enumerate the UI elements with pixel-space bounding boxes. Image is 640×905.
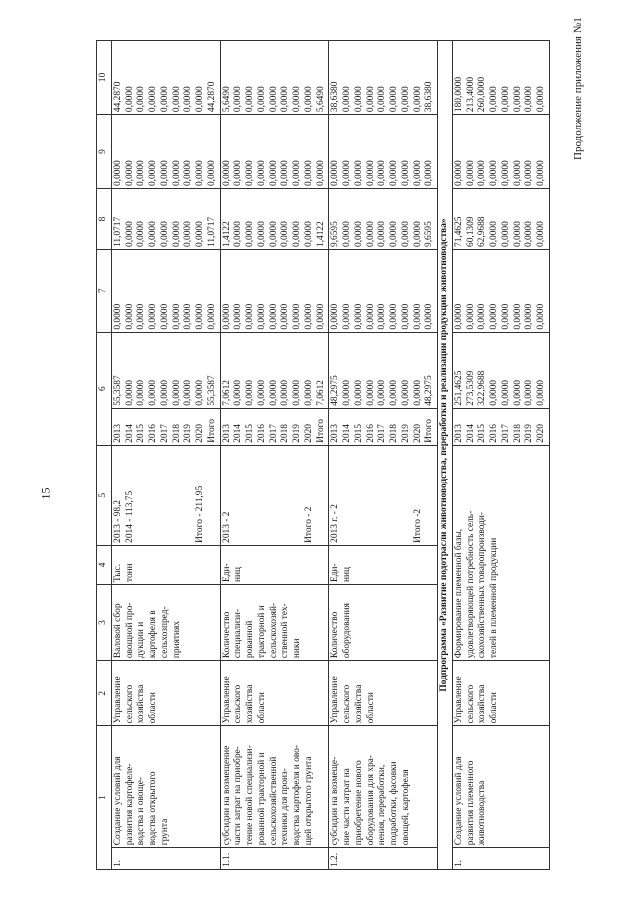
indicator: Количество специализи- рованной тракторной и сельскохозяй- ственной тех- ники: [220, 585, 329, 661]
col-header-2: 2: [97, 661, 112, 726]
col-header-3: 3: [97, 585, 112, 661]
col8-values: 1,4122 0,0000 0,0000 0,0000 0,0000 0,0000 0,0000 0,0000 1,4122: [220, 189, 329, 250]
unit: Еди- ниц: [329, 545, 438, 584]
col10-values: 38,6380 0,0000 0,0000 0,0000 0,0000 0,0000 0,0000 0,0000 38,6380: [329, 41, 438, 115]
years: 2013 2014 2015 2016 2017 2018 2019 2020 Итого: [329, 408, 438, 445]
years: 2013 2014 2015 2016 2017 2018 2019 2020: [452, 408, 549, 445]
col8-values: 71,4625 60,1309 62,9688 0,0000 0,0000 0,0000 0,0000 0,0000: [452, 189, 549, 250]
col10-values: 180,0000 213,4000 260,0000 0,0000 0,0000 0,0000 0,0000 0,0000: [452, 41, 549, 115]
col6-values: 48,2975 0,0000 0,0000 0,0000 0,0000 0,0000 0,0000 0,0000 48,2975: [329, 332, 438, 408]
col-header-4: 4: [97, 545, 112, 584]
row-number: 1.: [111, 848, 220, 870]
col10-values: 5,6490 0,0000 0,0000 0,0000 0,0000 0,0000 0,0000 0,0000 5,6490: [220, 41, 329, 115]
col6-values: 7,0612 0,0000 0,0000 0,0000 0,0000 0,0000 0,0000 0,0000 7,0612: [220, 332, 329, 408]
target-values: 2013 г. - 2 Итого -2: [329, 445, 438, 545]
table-row: [329, 41, 438, 870]
col-header-1: 1: [97, 726, 112, 870]
col7-values: 0,0000 0,0000 0,0000 0,0000 0,0000 0,0000 0,0000 0,0000: [452, 249, 549, 332]
col7-values: 0,0000 0,0000 0,0000 0,0000 0,0000 0,0000 0,0000 0,0000 0,0000: [220, 249, 329, 332]
subprogram-heading: Подпрограмма «Развитие подотрасли животноводства, переработки и реализации продукции животноводства»: [438, 41, 453, 870]
table-row: [220, 41, 329, 870]
measure-description: Формирование племенной базы, удовлетворяющей потребность сель- скохозяйственных товаропроизводи- телей в племенной продукции: [452, 445, 549, 660]
col-header-9: 9: [97, 115, 112, 189]
target-values: 2013 - 2 Итого - 2: [220, 445, 329, 545]
table-row: [111, 41, 220, 870]
measure-name: Создание условий для развития картофеле- водства и овоще- водства открытого грунта: [111, 726, 220, 848]
col7-values: 0,0000 0,0000 0,0000 0,0000 0,0000 0,0000 0,0000 0,0000 0,0000: [111, 249, 220, 332]
col9-values: 0,0000 0,0000 0,0000 0,0000 0,0000 0,0000 0,0000 0,0000 0,0000: [329, 115, 438, 189]
executor: Управление сельского хозяйства области: [111, 661, 220, 726]
unit: Еди- ниц: [220, 545, 329, 584]
col-header-8: 8: [97, 189, 112, 250]
executor: Управление сельского хозяйства области: [329, 661, 438, 726]
executor: Управление сельского хозяйства области: [220, 661, 329, 726]
subprogram-heading-row: [438, 41, 453, 870]
row-number: 1.2.: [329, 848, 438, 870]
header-row: [97, 41, 112, 870]
row-number: 1.: [452, 848, 549, 870]
years: 2013 2014 2015 2016 2017 2018 2019 2020 Итого: [111, 408, 220, 445]
col8-values: 9,6595 0,0000 0,0000 0,0000 0,0000 0,0000 0,0000 0,0000 9,6595: [329, 189, 438, 250]
col9-values: 0,0000 0,0000 0,0000 0,0000 0,0000 0,0000 0,0000 0,0000 0,0000: [220, 115, 329, 189]
program-table: [96, 40, 550, 870]
measure-name: субсидии на возмещение части затрат на приобре- тение новой специализи- рованной тракторной и сельскохозяйственной техники для произ- водства картофеля и ово- щей открытого грунта: [220, 726, 329, 848]
col-header-5: 5: [97, 445, 112, 545]
col10-values: 44,2870 0,0000 0,0000 0,0000 0,0000 0,0000 0,0000 0,0000 44,2870: [111, 41, 220, 115]
page-number: 15: [38, 487, 53, 500]
years: 2013 2014 2015 2016 2017 2018 2019 2020 Итого: [220, 408, 329, 445]
row-number: 1.1.: [220, 848, 329, 870]
measure-name: субсидии на возмеще- ние части затрат на приобретение нового оборудования для хра- нения, переработки, подработки, фасовки овощей, картофеля: [329, 726, 438, 848]
col6-values: 55,3587 0,0000 0,0000 0,0000 0,0000 0,0000 0,0000 0,0000 55,3587: [111, 332, 220, 408]
executor: Управление сельского хозяйства области: [452, 661, 549, 726]
col-header-6: 6: [97, 332, 112, 445]
target-values: 2013 - 98,2 2014 - 113,75 Итого - 211,95: [111, 445, 220, 545]
col7-values: 0,0000 0,0000 0,0000 0,0000 0,0000 0,0000 0,0000 0,0000 0,0000: [329, 249, 438, 332]
unit: Тыс. тонн: [111, 545, 220, 584]
table-row: [452, 41, 549, 870]
col6-values: 251,4625 273,5309 322,9688 0,0000 0,0000 0,0000 0,0000 0,0000: [452, 332, 549, 408]
col-header-10: 10: [97, 41, 112, 115]
col9-values: 0,0000 0,0000 0,0000 0,0000 0,0000 0,0000 0,0000 0,0000: [452, 115, 549, 189]
appendix-label: Продолжение приложения №1: [572, 17, 584, 160]
rotated-table-page: [96, 40, 576, 870]
measure-name: Создание условий для развития племенного животноводства: [452, 726, 549, 848]
col9-values: 0,0000 0,0000 0,0000 0,0000 0,0000 0,0000 0,0000 0,0000 0,0000: [111, 115, 220, 189]
col8-values: 11,0717 0,0000 0,0000 0,0000 0,0000 0,0000 0,0000 0,0000 11,0717: [111, 189, 220, 250]
indicator: Валовой сбор овощной про- дукции и картофеля в сельхозпред- приятиях: [111, 585, 220, 661]
indicator: Количество оборудования: [329, 585, 438, 661]
col-header-7: 7: [97, 249, 112, 332]
